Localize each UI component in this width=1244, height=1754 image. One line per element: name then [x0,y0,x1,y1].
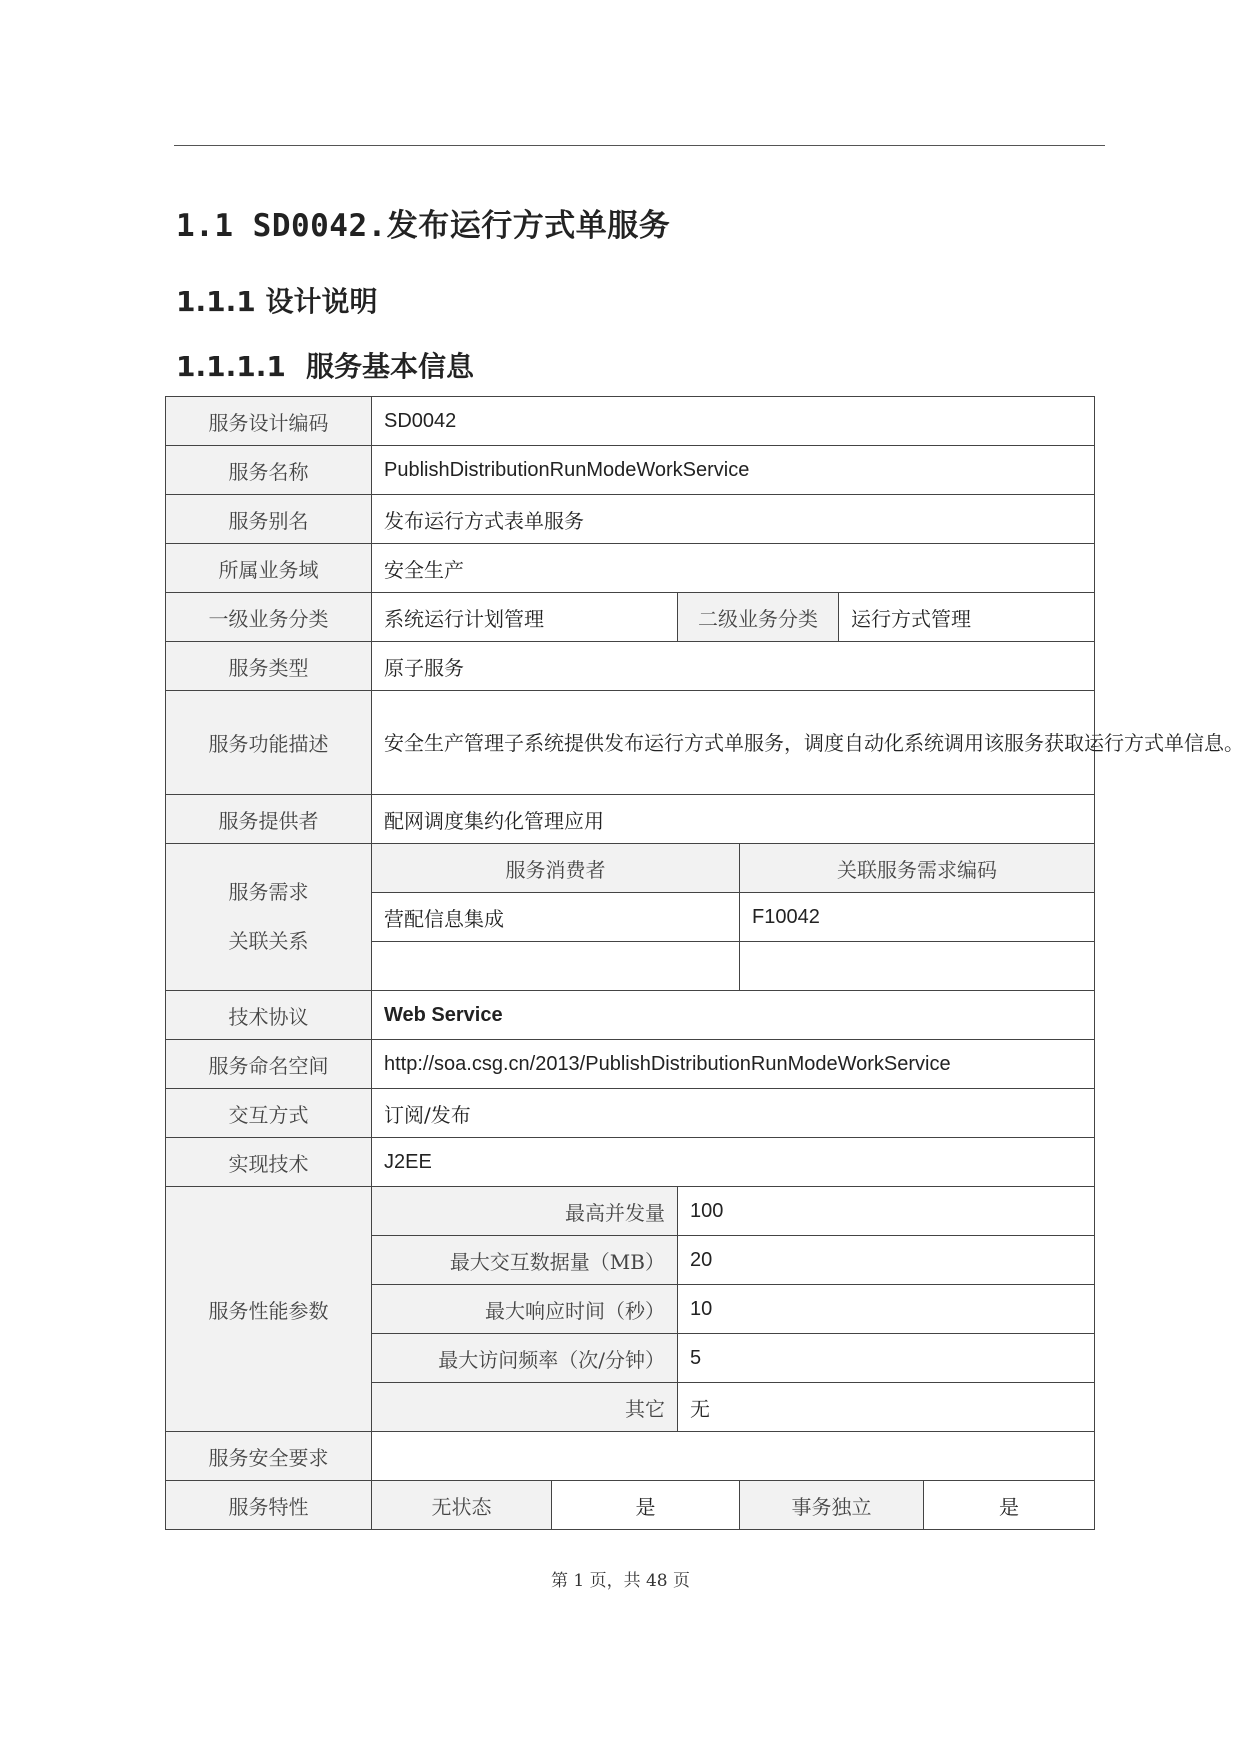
table-row [166,397,1095,446]
header-rule [174,145,1105,146]
table-row [166,1187,1095,1236]
service-info-table [165,396,1244,1530]
feature-label: 服务特性 [166,1481,372,1530]
type-label: 服务类型 [166,642,372,691]
table-row [166,446,1095,495]
interaction-value: 订阅/发布 [372,1089,1095,1138]
perf-item-label: 最大交互数据量（MB） [372,1236,678,1285]
table-row [166,642,1095,691]
namespace-value: http://soa.csg.cn/2013/PublishDistributionRunModeWorkService [372,1040,1095,1089]
desc-value: 安全生产管理子系统提供发布运行方式单服务，调度自动化系统调用该服务获取运行方式单信息。 [372,691,1095,795]
perf-item-value: 无 [678,1383,1095,1432]
req-code-cell: F10042 [740,893,1095,942]
perf-item-label: 最大响应时间（秒） [372,1285,678,1334]
table-row [166,1138,1095,1187]
cat1-label: 一级业务分类 [166,593,372,642]
perf-item-value: 20 [678,1236,1095,1285]
cat1-value: 系统运行计划管理 [372,593,678,642]
protocol-label: 技术协议 [166,991,372,1040]
table-row [166,1089,1095,1138]
tech-value: J2EE [372,1138,1095,1187]
table-row [166,795,1095,844]
req-label-line-1: 服务需求 [228,880,309,904]
code-value: SD0042 [372,397,1095,446]
stateless-label: 无状态 [372,1481,552,1530]
table-row [166,1432,1095,1481]
perf-item-label: 其它 [372,1383,678,1432]
protocol-value: Web Service [372,991,1095,1040]
heading-level-3-number: 1.1.1.1 [176,350,286,383]
table-row [166,1481,1095,1530]
heading-level-2: 1.1.1 设计说明 [176,285,378,318]
req-code-cell [740,942,1095,991]
page-footer: 第 1 页，共 48 页 [550,1571,691,1591]
req-label-line-2: 关联关系 [228,929,309,953]
namespace-label: 服务命名空间 [166,1040,372,1089]
table-row [166,544,1095,593]
perf-item-label: 最大访问频率（次/分钟） [372,1334,678,1383]
name-value: PublishDistributionRunModeWorkService [372,446,1095,495]
table-row [166,844,1095,893]
transaction-value: 是 [924,1481,1095,1530]
req-label [166,844,372,991]
domain-label: 所属业务域 [166,544,372,593]
provider-label: 服务提供者 [166,795,372,844]
code-label: 服务设计编码 [166,397,372,446]
desc-label: 服务功能描述 [166,691,372,795]
table-row [166,1040,1095,1089]
name-label: 服务名称 [166,446,372,495]
table-row [166,991,1095,1040]
perf-item-value: 10 [678,1285,1095,1334]
table-row [166,495,1095,544]
interaction-label: 交互方式 [166,1089,372,1138]
perf-item-label: 最高并发量 [372,1187,678,1236]
req-consumer-cell [372,942,740,991]
domain-value: 安全生产 [372,544,1095,593]
heading-level-3 [176,345,474,385]
alias-label: 服务别名 [166,495,372,544]
type-value: 原子服务 [372,642,1095,691]
transaction-label: 事务独立 [740,1481,924,1530]
heading-level-3-title: 服务基本信息 [306,350,475,383]
req-code-header: 关联服务需求编码 [740,844,1095,893]
table-row [166,691,1095,795]
alias-value: 发布运行方式表单服务 [372,495,1095,544]
cat2-value: 运行方式管理 [839,593,1095,642]
security-label: 服务安全要求 [166,1432,372,1481]
perf-item-value: 100 [678,1187,1095,1236]
tech-label: 实现技术 [166,1138,372,1187]
req-consumer-header: 服务消费者 [372,844,740,893]
req-consumer-cell: 营配信息集成 [372,893,740,942]
security-value [372,1432,1095,1481]
perf-label: 服务性能参数 [166,1187,372,1432]
stateless-value: 是 [552,1481,740,1530]
perf-item-value: 5 [678,1334,1095,1383]
table-row [166,593,1095,642]
cat2-label: 二级业务分类 [678,593,839,642]
heading-level-1: 1.1 SD0042.发布运行方式单服务 [176,208,671,244]
provider-value: 配网调度集约化管理应用 [372,795,1095,844]
